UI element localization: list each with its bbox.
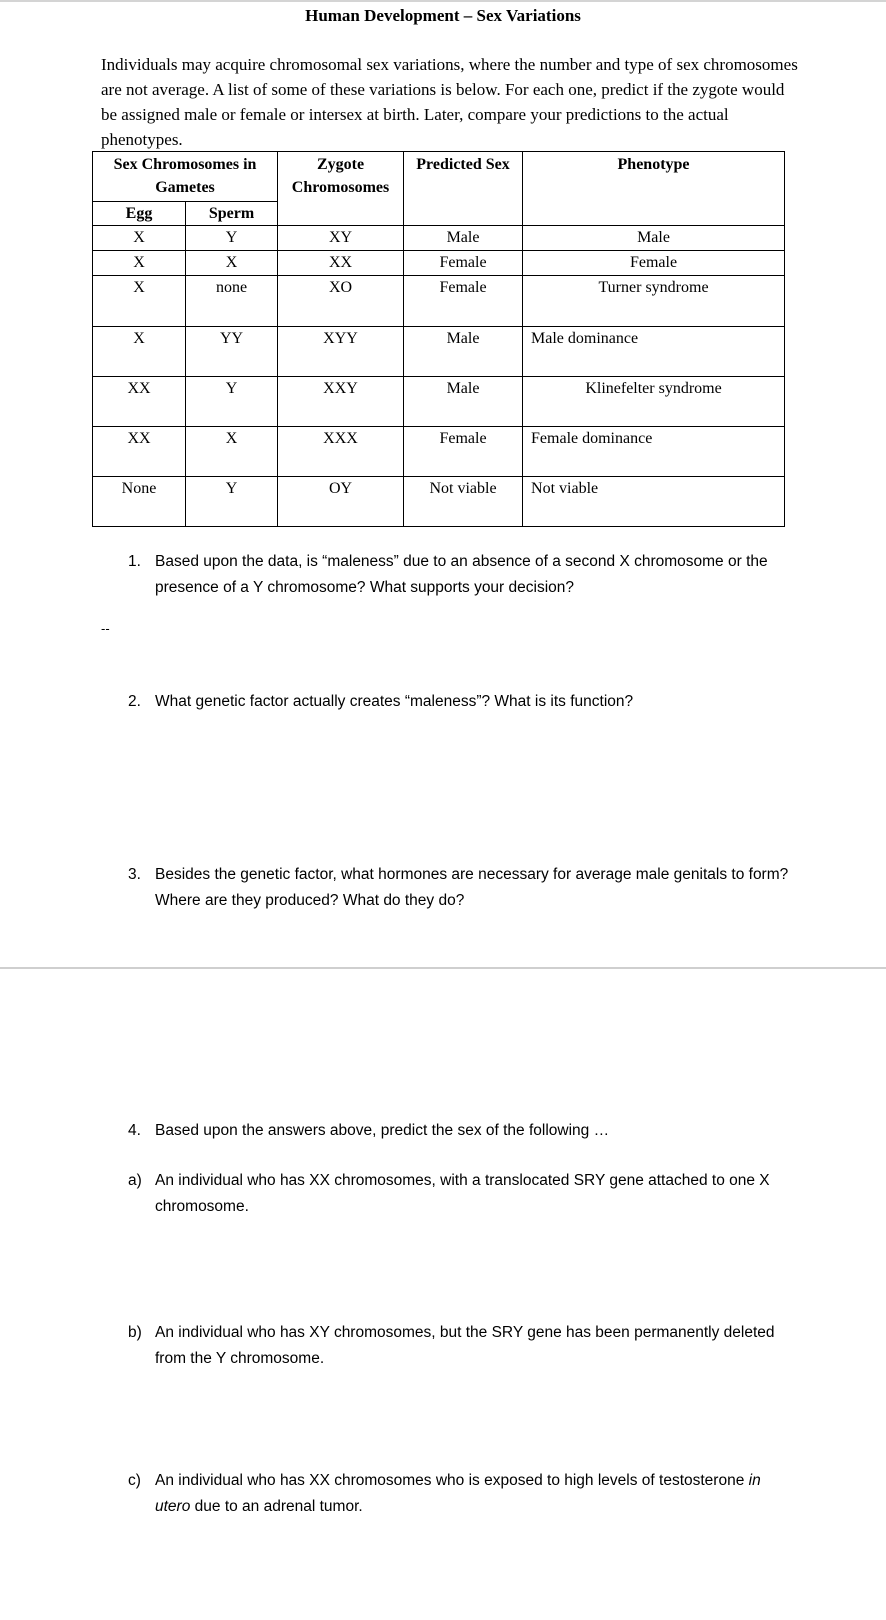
header-predicted: Predicted Sex [404, 152, 523, 226]
table-row [93, 251, 785, 276]
cell-predicted: Not viable [404, 477, 523, 527]
cell-egg: None [93, 477, 186, 527]
cell-egg: X [93, 276, 186, 327]
cell-predicted: Male [404, 327, 523, 377]
cell-phenotype: Turner syndrome [523, 276, 785, 327]
cell-zygote: XXX [278, 427, 404, 477]
page-break [0, 967, 886, 969]
question-4 [128, 1118, 798, 1144]
cell-sperm: YY [186, 327, 278, 377]
cell-phenotype: Female [523, 251, 785, 276]
question-number: b) [128, 1324, 142, 1341]
cell-egg: XX [93, 427, 186, 477]
cell-sperm: Y [186, 477, 278, 527]
question-text: Besides the genetic factor, what hormones are necessary for average male genitals to form? Where are they produced? What do they do? [155, 866, 789, 909]
cell-predicted: Female [404, 427, 523, 477]
cell-predicted: Male [404, 226, 523, 251]
cell-zygote: XYY [278, 327, 404, 377]
cell-egg: X [93, 251, 186, 276]
table-row [93, 276, 785, 327]
cell-sperm: Y [186, 226, 278, 251]
header-sperm: Sperm [186, 202, 278, 226]
question-text: What genetic factor actually creates “maleness”? What is its function? [155, 693, 634, 710]
top-rule [0, 0, 886, 2]
question-2 [128, 689, 798, 715]
cell-egg: X [93, 226, 186, 251]
table-row [93, 377, 785, 427]
question-number: a) [128, 1172, 142, 1189]
cell-zygote: XX [278, 251, 404, 276]
stray-dash: -- [101, 621, 110, 636]
question-text [155, 1468, 798, 1520]
question-number: 2. [128, 693, 141, 710]
question-3 [128, 862, 798, 914]
variations-table [92, 151, 785, 527]
question-4b [128, 1320, 798, 1372]
cell-phenotype: Male dominance [523, 327, 785, 377]
question-text: Based upon the data, is “maleness” due to an absence of a second X chromosome or the presence of a Y chromosome? What supports your decision? [155, 553, 768, 596]
cell-zygote: XY [278, 226, 404, 251]
cell-zygote: XXY [278, 377, 404, 427]
question-text: An individual who has XX chromosomes, with a translocated SRY gene attached to one X chromosome. [155, 1172, 770, 1215]
cell-phenotype: Female dominance [523, 427, 785, 477]
table-row [93, 427, 785, 477]
table-row [93, 226, 785, 251]
cell-phenotype: Not viable [523, 477, 785, 527]
cell-sperm: none [186, 276, 278, 327]
question-text-part: An individual who has XX chromosomes who is exposed to high levels of testosterone [155, 1472, 749, 1489]
header-egg: Egg [93, 202, 186, 226]
cell-phenotype: Klinefelter syndrome [523, 377, 785, 427]
question-number: 3. [128, 866, 141, 883]
header-zygote: Zygote Chromosomes [278, 152, 404, 226]
cell-sperm: X [186, 427, 278, 477]
question-text-italic: in utero [155, 1472, 761, 1515]
cell-sperm: X [186, 251, 278, 276]
question-number: 4. [128, 1122, 141, 1139]
page-title: Human Development – Sex Variations [305, 6, 581, 25]
question-4c [128, 1468, 798, 1520]
cell-predicted: Female [404, 276, 523, 327]
cell-sperm: Y [186, 377, 278, 427]
header-gametes: Sex Chromosomes in Gametes [93, 152, 278, 202]
question-number: c) [128, 1472, 141, 1489]
cell-egg: XX [93, 377, 186, 427]
intro-paragraph: Individuals may acquire chromosomal sex variations, where the number and type of sex chromosomes are not average. A list of some of these variations is below. For each one, predict if the zygote would be assigned male or female or intersex at birth. Later, compare your predictions to the actual phenotypes. [101, 55, 798, 149]
cell-zygote: OY [278, 477, 404, 527]
table-row [93, 327, 785, 377]
question-1 [128, 549, 798, 601]
question-number: 1. [128, 553, 141, 570]
header-phenotype: Phenotype [523, 152, 785, 226]
question-text-part: due to an adrenal tumor. [190, 1498, 363, 1515]
question-text: An individual who has XY chromosomes, but the SRY gene has been permanently deleted from the Y chromosome. [155, 1324, 775, 1367]
cell-predicted: Female [404, 251, 523, 276]
cell-egg: X [93, 327, 186, 377]
cell-zygote: XO [278, 276, 404, 327]
question-4a [128, 1168, 798, 1220]
cell-phenotype: Male [523, 226, 785, 251]
question-text: Based upon the answers above, predict the sex of the following … [155, 1122, 610, 1139]
cell-predicted: Male [404, 377, 523, 427]
table-row [93, 477, 785, 527]
